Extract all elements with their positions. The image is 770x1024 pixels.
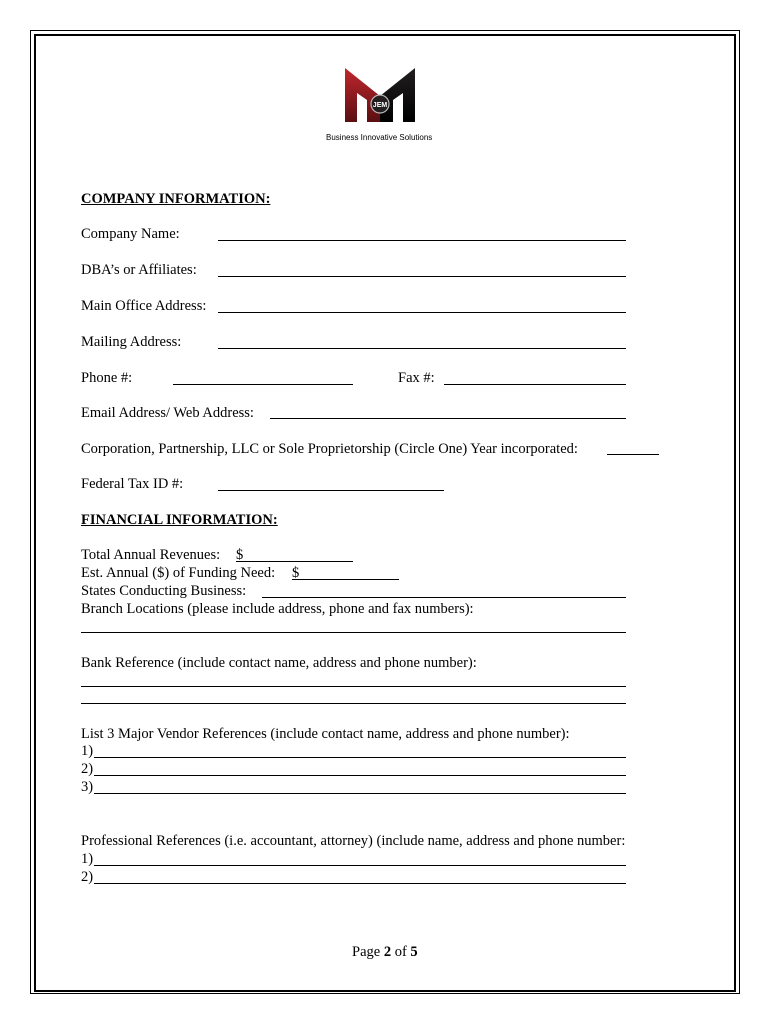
funding-dollar-sign: $ bbox=[292, 565, 300, 581]
vendor-item-3-number: 3) bbox=[81, 779, 94, 795]
branch-locations-field[interactable] bbox=[81, 632, 626, 633]
vendor-item-2-number: 2) bbox=[81, 761, 94, 777]
fax-label: Fax #: bbox=[398, 370, 435, 386]
states-label: States Conducting Business: bbox=[81, 583, 247, 599]
dba-label: DBA’s or Affiliates: bbox=[81, 262, 197, 278]
professional-item-2-field[interactable] bbox=[94, 883, 626, 884]
of-word: of bbox=[394, 944, 407, 960]
tax-id-field[interactable] bbox=[218, 490, 444, 491]
current-page: 2 bbox=[383, 944, 392, 960]
bank-reference-field-2[interactable] bbox=[81, 703, 626, 704]
company-info-heading: COMPANY INFORMATION: bbox=[81, 191, 271, 207]
dba-field[interactable] bbox=[218, 276, 626, 277]
fax-field[interactable] bbox=[444, 384, 626, 385]
professional-item-2-number: 2) bbox=[81, 869, 94, 885]
bank-reference-field-1[interactable] bbox=[81, 686, 626, 687]
logo-badge-text: JEM bbox=[372, 102, 388, 109]
logo-tagline: Business Innovative Solutions bbox=[326, 133, 433, 142]
vendor-item-3-field[interactable] bbox=[94, 793, 626, 794]
phone-field[interactable] bbox=[173, 384, 353, 385]
professional-item-1-number: 1) bbox=[81, 851, 94, 867]
mailing-address-field[interactable] bbox=[218, 348, 626, 349]
revenues-field[interactable] bbox=[236, 561, 353, 562]
funding-need-label: Est. Annual ($) of Funding Need: bbox=[81, 565, 276, 581]
vendor-item-1-field[interactable] bbox=[94, 757, 626, 758]
email-web-field[interactable] bbox=[270, 418, 626, 419]
revenues-dollar-sign: $ bbox=[236, 547, 244, 563]
main-office-label: Main Office Address: bbox=[81, 298, 207, 314]
tax-id-label: Federal Tax ID #: bbox=[81, 476, 184, 492]
phone-label: Phone #: bbox=[81, 370, 133, 386]
professional-item-1-field[interactable] bbox=[94, 865, 626, 866]
page-word: Page bbox=[352, 944, 381, 960]
main-office-field[interactable] bbox=[218, 312, 626, 313]
revenues-label: Total Annual Revenues: bbox=[81, 547, 221, 563]
vendor-references-label: List 3 Major Vendor References (include contact name, address and phone number): bbox=[81, 726, 570, 742]
year-incorporated-field[interactable] bbox=[607, 454, 659, 455]
entity-type-label: Corporation, Partnership, LLC or Sole Proprietorship (Circle One) Year incorporated: bbox=[81, 441, 578, 457]
mailing-address-label: Mailing Address: bbox=[81, 334, 182, 350]
branch-locations-label: Branch Locations (please include address, phone and fax numbers): bbox=[81, 601, 474, 617]
states-field[interactable] bbox=[262, 597, 626, 598]
company-name-field[interactable] bbox=[218, 240, 626, 241]
total-pages: 5 bbox=[410, 944, 418, 960]
vendor-item-1-number: 1) bbox=[81, 743, 94, 759]
funding-need-field[interactable] bbox=[292, 579, 399, 580]
vendor-item-2-field[interactable] bbox=[94, 775, 626, 776]
bank-reference-label: Bank Reference (include contact name, address and phone number): bbox=[81, 655, 477, 671]
email-web-label: Email Address/ Web Address: bbox=[81, 405, 254, 421]
financial-info-heading: FINANCIAL INFORMATION: bbox=[81, 512, 278, 528]
company-name-label: Company Name: bbox=[81, 226, 180, 242]
professional-references-label: Professional References (i.e. accountant, attorney) (include name, address and phone number: bbox=[81, 833, 626, 849]
company-logo bbox=[343, 66, 417, 124]
page-number bbox=[352, 943, 418, 961]
